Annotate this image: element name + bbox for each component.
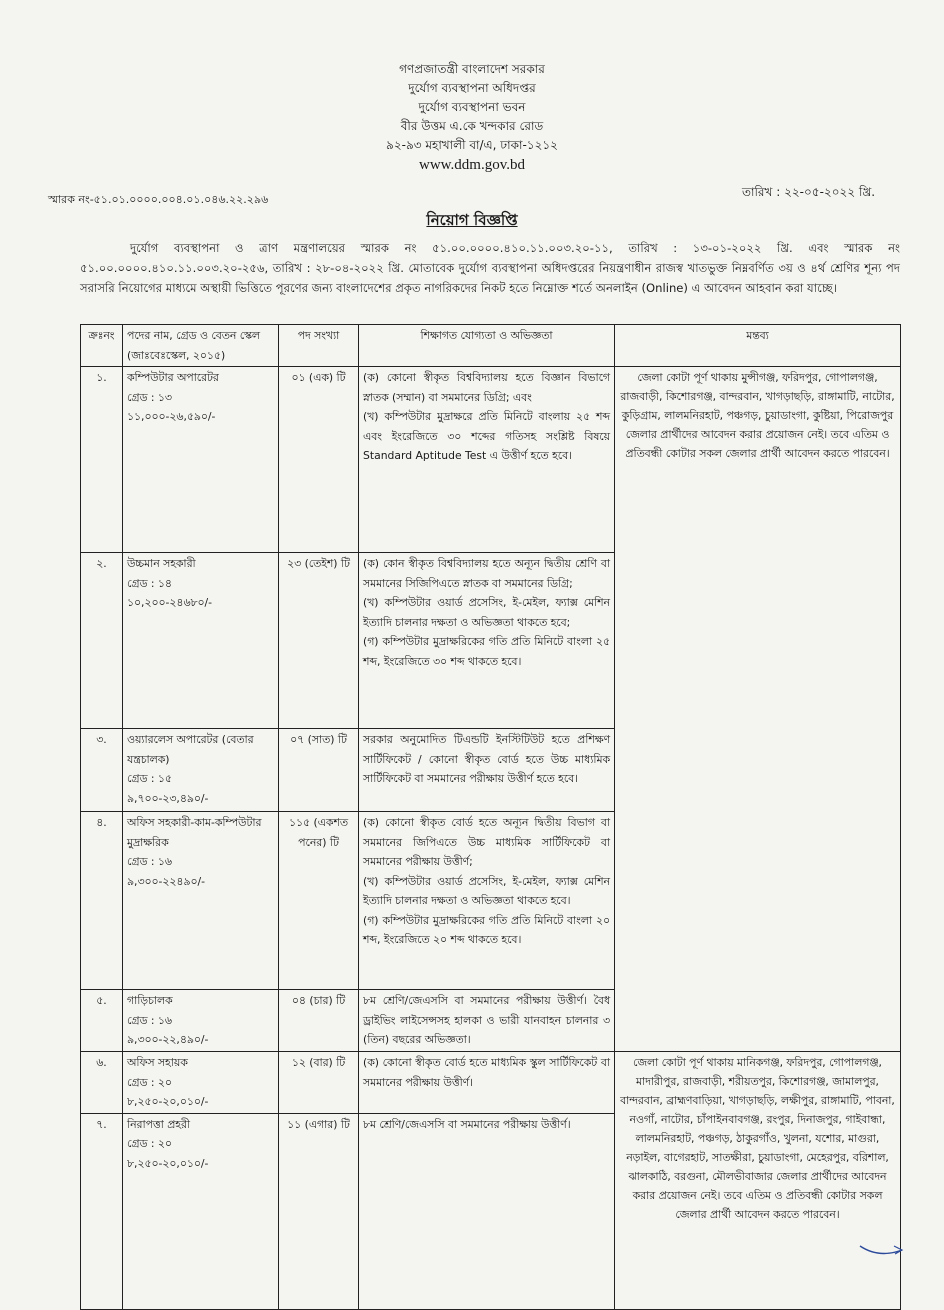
table-row [81, 367, 901, 553]
qualification-cell [359, 812, 615, 990]
qualification-item: (খ) কম্পিউটার ওয়ার্ড প্রসেসিং, ই-মেইল, ফ্যাক্স মেশিন ইত্যাদি চালনার দক্ষতা ও অভিজ্ঞতা থাকতে হবে। [363, 874, 610, 907]
post-name: অফিস সহকারী-কাম-কম্পিউটার মুদ্রাক্ষরিক [127, 816, 262, 849]
post-scale: ৯,৩০০-২২,৪৯০/- [127, 1033, 209, 1046]
qualification-cell [359, 990, 615, 1052]
letterhead-line: বীর উত্তম এ.কে খন্দকার রোড [400, 119, 544, 133]
count-cell: ০১ (এক) টি [279, 367, 359, 553]
serial-cell: ৬. [81, 1052, 123, 1114]
page-title [0, 209, 944, 234]
post-cell [123, 553, 279, 729]
qualification-cell [359, 367, 615, 553]
serial-cell: ২. [81, 553, 123, 729]
qualification-item: (ক) কোনো স্বীকৃত বিশ্ববিদ্যালয় হতে বিজ্ঞান বিভাগে স্নাতক (সম্মান) বা সমমানের ডিগ্রি; এবং [363, 371, 610, 404]
post-cell [123, 1052, 279, 1114]
post-scale: ৮,২৫০-২০,০১০/- [127, 1156, 209, 1170]
letterhead-line: গণপ্রজাতন্ত্রী বাংলাদেশ সরকার [399, 62, 545, 76]
letterhead [0, 60, 944, 175]
qualification-item: (ক) কোনো স্বীকৃত বোর্ড হতে মাধ্যমিক স্কুল সার্টিফিকেট বা সমমানের পরীক্ষায় উত্তীর্ণ। [363, 1056, 610, 1089]
table-header-row [81, 325, 901, 367]
letterhead-line: ৯২-৯৩ মহাখালী বা/এ, ঢাকা-১২১২ [386, 138, 558, 152]
serial-cell: ৩. [81, 729, 123, 812]
serial-cell: ৪. [81, 812, 123, 990]
title-text: নিয়োগ বিজ্ঞপ্তি [426, 211, 518, 229]
count-cell: ১১৫ (একশত পনের) টি [279, 812, 359, 990]
post-name: ওয়্যারলেস অপারেটর (বেতার যন্ত্রচালক) [127, 733, 254, 766]
count-cell: ১২ (বার) টি [279, 1052, 359, 1114]
post-scale: ১০,২০০-২৪৬৮০/- [127, 596, 213, 609]
table-row [81, 1052, 901, 1114]
qualification-item: ৮ম শ্রেণি/জেএসসি বা সমমানের পরীক্ষায় উত্তীর্ণ। [363, 1117, 571, 1131]
post-grade: গ্রেড : ১৬ [127, 1013, 172, 1027]
qualification-item: (ক) কোনো স্বীকৃত বোর্ড হতে অন্যূন দ্বিতীয় বিভাগ বা সমমানের জিপিএতে উচ্চ মাধ্যমিক সার্টিফিকেট বা সমমানের পরীক্ষায় উত্তীর্ণ; [363, 816, 610, 868]
qualification-item: (গ) কম্পিউটার মুদ্রাক্ষরিকের গতি প্রতি মিনিটে বাংলা ২০ শব্দ, ইংরেজিতে ২০ শব্দ থাকতে হবে। [363, 913, 610, 946]
post-scale: ১১,০০০-২৬,৫৯০/- [127, 410, 216, 423]
serial-cell: ৫. [81, 990, 123, 1052]
qualification-item: (ক) কোন স্বীকৃত বিশ্ববিদ্যালয় হতে অন্যূন দ্বিতীয় শ্রেণি বা সমমানের সিজিপিএতে স্নাতক বা সমমানের ডিগ্রি; [363, 557, 610, 590]
letterhead-line: দুর্যোগ ব্যবস্থাপনা অধিদপ্তর [408, 81, 536, 95]
intro-paragraph [80, 238, 900, 298]
post-name: নিরাপত্তা প্রহরী [127, 1117, 190, 1131]
post-grade: গ্রেড : ২০ [127, 1137, 172, 1150]
serial-cell: ৭. [81, 1113, 123, 1309]
post-cell [123, 1113, 279, 1309]
header-qualification: শিক্ষাগত যোগ্যতা ও অভিজ্ঞতা [359, 325, 615, 367]
post-scale: ৮,২৫০-২০,০১০/- [127, 1095, 209, 1108]
qualification-item: (খ) কম্পিউটার মুদ্রাক্ষরে প্রতি মিনিটে বাংলায় ২৫ শব্দ এবং ইংরেজিতে ৩০ শব্দের গতিসহ সংশ্লিষ্ট বিষয়ে Standard Aptitude Test এ উত্তীর্ণ হতে হবে। [363, 410, 610, 462]
post-cell [123, 367, 279, 553]
website: www.ddm.gov.bd [419, 157, 525, 173]
post-grade: গ্রেড : ২০ [127, 1075, 172, 1089]
remarks-cell: জেলা কোটা পূর্ণ থাকায় মানিকগঞ্জ, ফরিদপুর, গোপালগঞ্জ, মাদারীপুর, রাজবাড়ী, শরীয়তপুর, কিশোরগঞ্জ, জামালপুর, বান্দরবান, ব্রাহ্মণবাড়িয়া, খাগড়াছড়ি, লক্ষীপুর, রাঙ্গামাটি, পাবনা, নওগাঁ, নাটোর, চাঁপাইনবাবগঞ্জ, রংপুর, দিনাজপুর, গাইবান্ধা, লালমনিরহাট, পঞ্চগড়, ঠাকুরগাঁও, খুলনা, যশোর, মাগুরা, নড়াইল, বাগেরহাট, সাতক্ষীরা, চুয়াডাংগা, মেহেরপুর, বরিশাল, ঝালকাঠি, বরগুনা, মৌলভীবাজার জেলার প্রার্থীদের আবেদন করার প্রয়োজন নেই। তবে এতিম ও প্রতিবন্ধী কোটার সকল জেলার প্রার্থী আবেদন করতে পারবেন। [615, 1052, 901, 1310]
header-remarks: মন্তব্য [615, 325, 901, 367]
post-cell [123, 729, 279, 812]
letterhead-line: দুর্যোগ ব্যবস্থাপনা ভবন [418, 100, 526, 114]
post-grade: গ্রেড : ১৬ [127, 855, 172, 868]
qualification-cell [359, 729, 615, 812]
post-scale: ৯,৩০০-২২৪৯০/- [127, 874, 206, 888]
count-cell: ১১ (এগার) টি [279, 1113, 359, 1309]
issue-date: তারিখ : ২২-০৫-২০২২ খ্রি. [742, 185, 876, 199]
qualification-item: (খ) কম্পিউটার ওয়ার্ড প্রসেসিং, ই-মেইল, ফ্যাক্স মেশিন ইত্যাদি চালনার দক্ষতা ও অভিজ্ঞতা থাকতে হবে; [363, 596, 610, 629]
header-post: পদের নাম, গ্রেড ও বেতন স্কেল (জাঃবেঃস্কেল, ২০১৫) [123, 325, 279, 367]
qualification-item: ৮ম শ্রেণি/জেএসসি বা সমমানের পরীক্ষায় উত্তীর্ণ। বৈধ ড্রাইভিং লাইসেন্সসহ হালকা ও ভারী যানবাহন চালনার ৩ (তিন) বছরের অভিজ্ঞতা। [363, 994, 610, 1046]
remarks-cell: জেলা কোটা পূর্ণ থাকায় মুন্সীগঞ্জ, ফরিদপুর, গোপালগঞ্জ, রাজবাড়ী, কিশোরগঞ্জ, বান্দরবান, খাগড়াছড়ি, রাঙ্গামাটি, নাটোর, কুড়িগ্রাম, লালমনিরহাট, পঞ্চগড়, চুয়াডাংগা, কুষ্টিয়া, পিরোজপুর জেলার প্রার্থীদের আবেদন করার প্রয়োজন নেই। তবে এতিম ও প্রতিবন্ধী কোটার সকল জেলার প্রার্থী আবেদন করতে পারবেন। [615, 367, 901, 1052]
qualification-item: সরকার অনুমোদিত টিএন্ডটি ইনস্টিটিউট হতে প্রশিক্ষণ সার্টিফিকেট / কোনো স্বীকৃত বোর্ড হতে উচ্চ মাধ্যমিক সার্টিফিকেট বা সমমানের পরীক্ষায় উত্তীর্ণ হতে হবে। [363, 733, 610, 785]
qualification-cell [359, 553, 615, 729]
qualification-cell [359, 1052, 615, 1114]
serial-cell: ১. [81, 367, 123, 553]
post-grade: গ্রেড : ১৫ [127, 772, 172, 785]
pen-mark-icon [858, 1240, 904, 1260]
post-cell [123, 812, 279, 990]
vacancy-table [80, 324, 901, 1310]
count-cell: ০৪ (চার) টি [279, 990, 359, 1052]
post-grade: গ্রেড : ১৩ [127, 390, 172, 404]
memo-number: স্মারক নং-৫১.০১.০০০০.০০৪.০১.০৪৬.২২.২৯৬ [48, 193, 269, 206]
post-name: উচ্চমান সহকারী [127, 557, 196, 570]
post-grade: গ্রেড : ১৪ [127, 576, 172, 590]
intro-text: দুর্যোগ ব্যবস্থাপনা ও ত্রাণ মন্ত্রণালয়ের স্মারক নং ৫১.০০.০০০০.৪১০.১১.০০৩.২০-১১, তারিখ : ১৩-০১-২০২২ খ্রি. এবং স্মারক নং ৫১.০০.০০০০.৪১০.১১.০০৩.২০-২৫৬, তারিখ : ২৮-০৪-২০২২ খ্রি. মোতাবেক দুর্যোগ ব্যবস্থাপনা অধিদপ্তরের নিয়ন্ত্রণাধীন রাজস্ব খাতভুক্ত নিম্নবর্ণিত ৩য় ও ৪র্থ শ্রেণির শূন্য পদ সরাসরি নিয়োগের মাধ্যমে অস্থায়ী ভিত্তিতে পূরণের জন্য বাংলাদেশের প্রকৃত নাগরিকদের নিকট হতে নিম্নোক্ত শর্তে অনলাইন (Online) এ আবেদন আহবান করা যাচ্ছে। [80, 241, 900, 295]
post-name: গাড়িচালক [127, 994, 173, 1007]
header-count: পদ সংখ্যা [279, 325, 359, 367]
post-scale: ৯,৭০০-২৩,৪৯০/- [127, 791, 209, 805]
qualification-item: (গ) কম্পিউটার মুদ্রাক্ষরিকের গতি প্রতি মিনিটে বাংলা ২৫ শব্দ, ইংরেজিতে ৩০ শব্দ থাকতে হবে। [363, 635, 610, 668]
qualification-cell [359, 1113, 615, 1309]
count-cell: ২৩ (তেইশ) টি [279, 553, 359, 729]
post-cell [123, 990, 279, 1052]
count-cell: ০৭ (সাত) টি [279, 729, 359, 812]
post-name: অফিস সহায়ক [127, 1056, 188, 1069]
post-name: কম্পিউটার অপারেটর [127, 371, 219, 384]
header-serial: ক্রঃনং [81, 325, 123, 367]
